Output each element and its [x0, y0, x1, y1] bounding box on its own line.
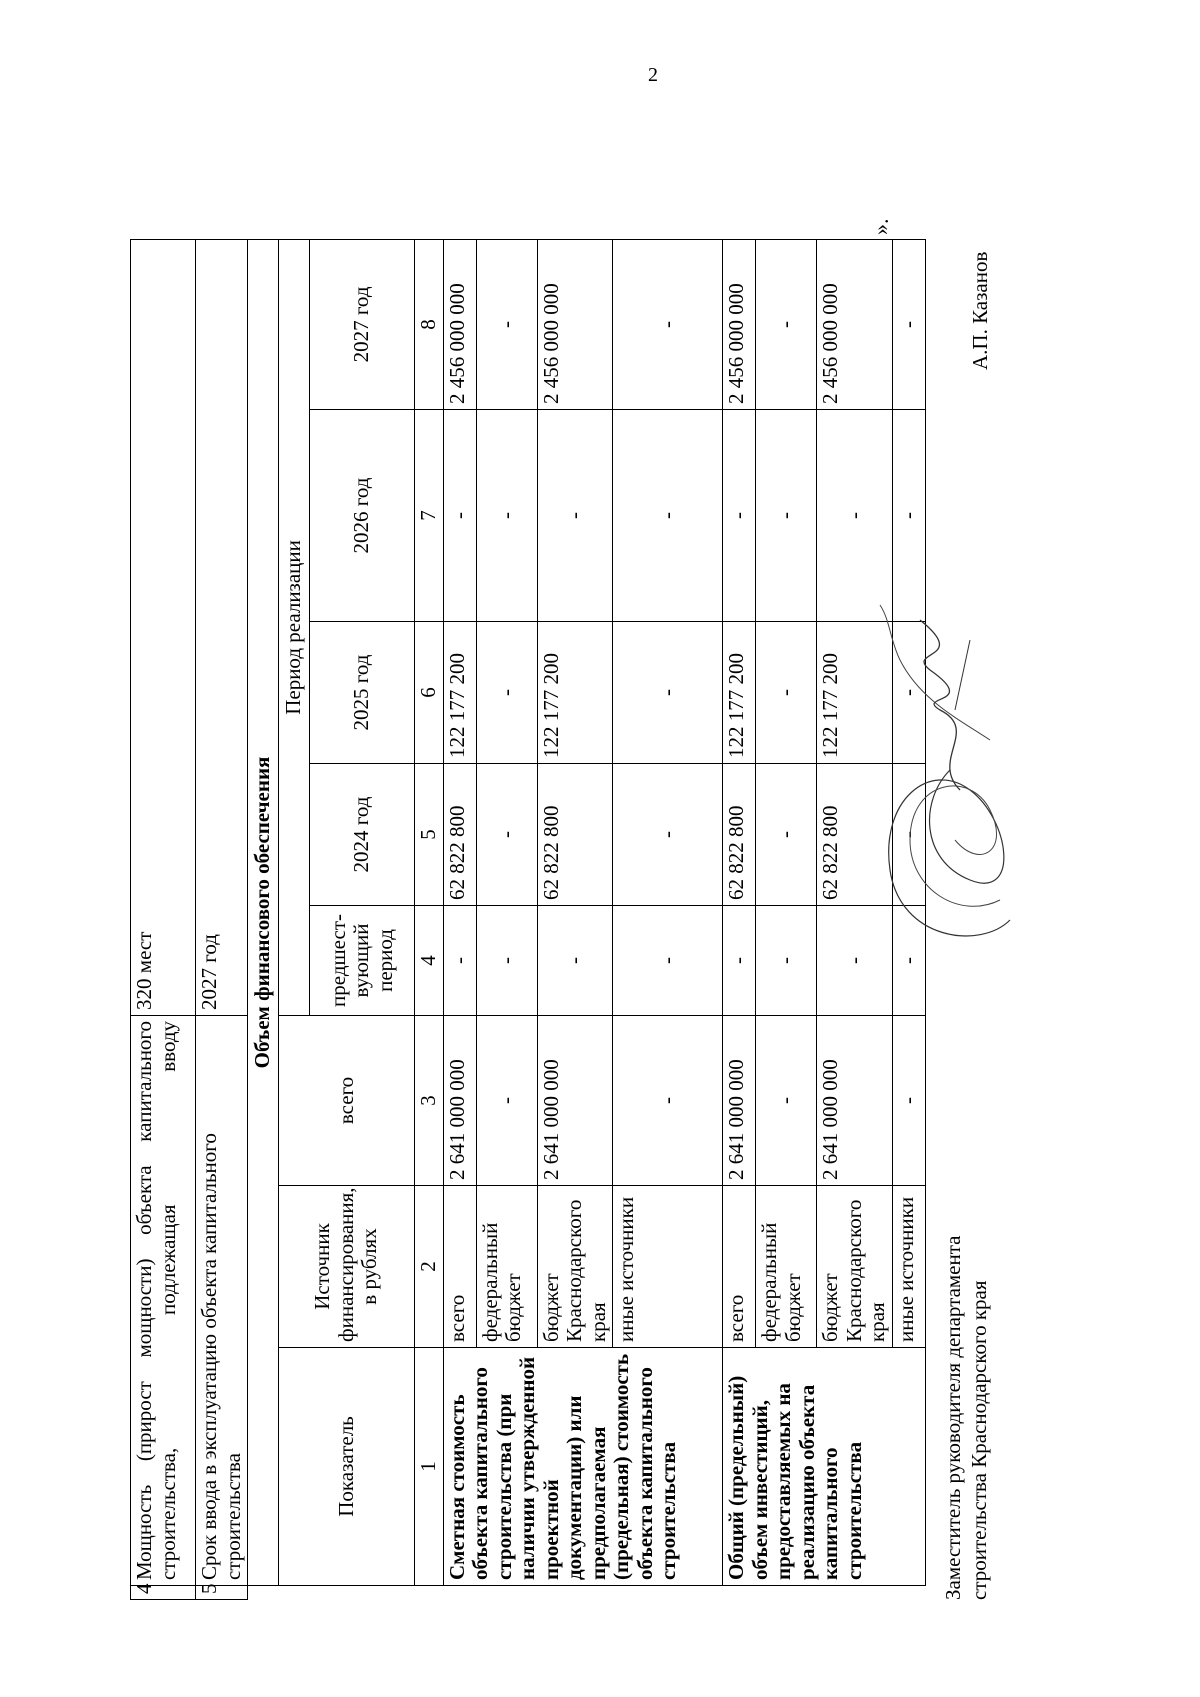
section-title-row: [248, 239, 279, 1599]
row-value: 2027 год: [196, 239, 248, 1015]
source-cell: федеральный бюджет: [476, 1186, 537, 1348]
y2026-cell: -: [892, 409, 925, 621]
signer-position-line: строительства Краснодарского края: [967, 1280, 992, 1600]
y2025-cell: 122 177 200: [723, 621, 756, 763]
source-cell: федеральный бюджет: [756, 1186, 817, 1348]
y2025-cell: 122 177 200: [537, 621, 613, 763]
column-number: 5: [415, 763, 444, 905]
y2024-cell: -: [476, 763, 537, 905]
y2024-cell: 62 822 800: [443, 763, 476, 905]
header-2025: 2025 год: [310, 621, 415, 763]
y2027-cell: 2 456 000 000: [817, 239, 893, 409]
total-cell: -: [476, 1015, 537, 1185]
y2027-cell: -: [476, 239, 537, 409]
y2025-cell: 122 177 200: [443, 621, 476, 763]
table-row: [196, 239, 248, 1599]
column-number: 6: [415, 621, 444, 763]
previous-cell: -: [817, 905, 893, 1015]
y2025-cell: -: [756, 621, 817, 763]
y2027-cell: -: [613, 239, 723, 409]
table-row: [723, 239, 756, 1599]
y2024-cell: -: [613, 763, 723, 905]
row-value: 320 мест: [131, 239, 196, 1015]
source-cell: бюджет Краснодарского края: [537, 1186, 613, 1348]
previous-cell: -: [613, 905, 723, 1015]
source-cell: иные источники: [613, 1186, 723, 1348]
header-2027: 2027 год: [310, 239, 415, 409]
header-2024: 2024 год: [310, 763, 415, 905]
header-2026: 2026 год: [310, 409, 415, 621]
source-cell: всего: [443, 1186, 476, 1348]
header-source: Источник финансирования, в рублях: [279, 1186, 415, 1348]
y2026-cell: -: [537, 409, 613, 621]
closing-quote: ».: [868, 218, 893, 235]
row-number: 4: [131, 1586, 196, 1600]
total-cell: -: [892, 1015, 925, 1185]
y2026-cell: -: [723, 409, 756, 621]
row-number: 5: [196, 1586, 248, 1600]
page-number: 2: [648, 64, 658, 86]
total-cell: -: [613, 1015, 723, 1185]
signer-position: [940, 900, 993, 1600]
y2027-cell: 2 456 000 000: [723, 239, 756, 409]
y2024-cell: -: [756, 763, 817, 905]
header-indicator: Показатель: [279, 1348, 415, 1586]
source-cell: иные источники: [892, 1186, 925, 1348]
previous-cell: -: [476, 905, 537, 1015]
y2025-cell: 122 177 200: [817, 621, 893, 763]
signer-name: А.П. Казанов: [968, 251, 992, 370]
row-label: Мощность (прирост мощности) объекта капитального строительства, подлежащая вводу: [131, 1015, 196, 1585]
header-period-group: Период реализации: [279, 239, 310, 1015]
handwritten-signature: [860, 600, 1060, 960]
y2026-cell: -: [476, 409, 537, 621]
total-cell: 2 641 000 000: [443, 1015, 476, 1185]
y2027-cell: -: [892, 239, 925, 409]
previous-cell: -: [537, 905, 613, 1015]
y2024-cell: 62 822 800: [817, 763, 893, 905]
total-cell: -: [756, 1015, 817, 1185]
y2027-cell: 2 456 000 000: [443, 239, 476, 409]
column-number: 7: [415, 409, 444, 621]
row-label: Срок ввода в эксплуатацию объекта капитального строительства: [196, 1015, 248, 1585]
header-previous: предшест-вующий период: [310, 905, 415, 1015]
source-cell: бюджет Краснодарского края: [817, 1186, 893, 1348]
previous-cell: -: [443, 905, 476, 1015]
y2027-cell: 2 456 000 000: [537, 239, 613, 409]
passport-table: [130, 239, 926, 1600]
y2024-cell: 62 822 800: [537, 763, 613, 905]
y2025-cell: -: [613, 621, 723, 763]
y2024-cell: 62 822 800: [723, 763, 756, 905]
column-numbers-row: [415, 239, 444, 1599]
previous-cell: -: [723, 905, 756, 1015]
indicator-cell: Сметная стоимость объекта капитального строительства (при наличии утвержденной проектной документации) или предполагаемая (предельная) стоимость объекта капитального строительства: [443, 1348, 723, 1586]
column-number: 1: [415, 1348, 444, 1586]
source-cell: всего: [723, 1186, 756, 1348]
y2025-cell: -: [476, 621, 537, 763]
header-total: всего: [279, 1015, 415, 1185]
y2027-cell: -: [756, 239, 817, 409]
previous-cell: -: [756, 905, 817, 1015]
table-row: [131, 239, 196, 1599]
column-number: 8: [415, 239, 444, 409]
indicator-cell: Общий (предельный) объем инвестиций, предоставляемых на реализацию объекта капитального строительства: [723, 1348, 926, 1586]
column-number: 3: [415, 1015, 444, 1185]
rotated-content: [130, 0, 1060, 1600]
column-number: 2: [415, 1186, 444, 1348]
column-number: 4: [415, 905, 444, 1015]
y2026-cell: -: [613, 409, 723, 621]
signer-position-line: Заместитель руководителя департамента: [941, 1235, 965, 1600]
y2026-cell: -: [443, 409, 476, 621]
section-title: Объем финансового обеспечения: [248, 239, 279, 1585]
table-row: [443, 239, 476, 1599]
total-cell: 2 641 000 000: [817, 1015, 893, 1185]
total-cell: 2 641 000 000: [723, 1015, 756, 1185]
y2026-cell: -: [756, 409, 817, 621]
y2025-cell: -: [892, 621, 925, 763]
previous-cell: -: [892, 905, 925, 1015]
y2024-cell: -: [892, 763, 925, 905]
total-cell: 2 641 000 000: [537, 1015, 613, 1185]
y2026-cell: -: [817, 409, 893, 621]
header-row: [279, 239, 310, 1599]
